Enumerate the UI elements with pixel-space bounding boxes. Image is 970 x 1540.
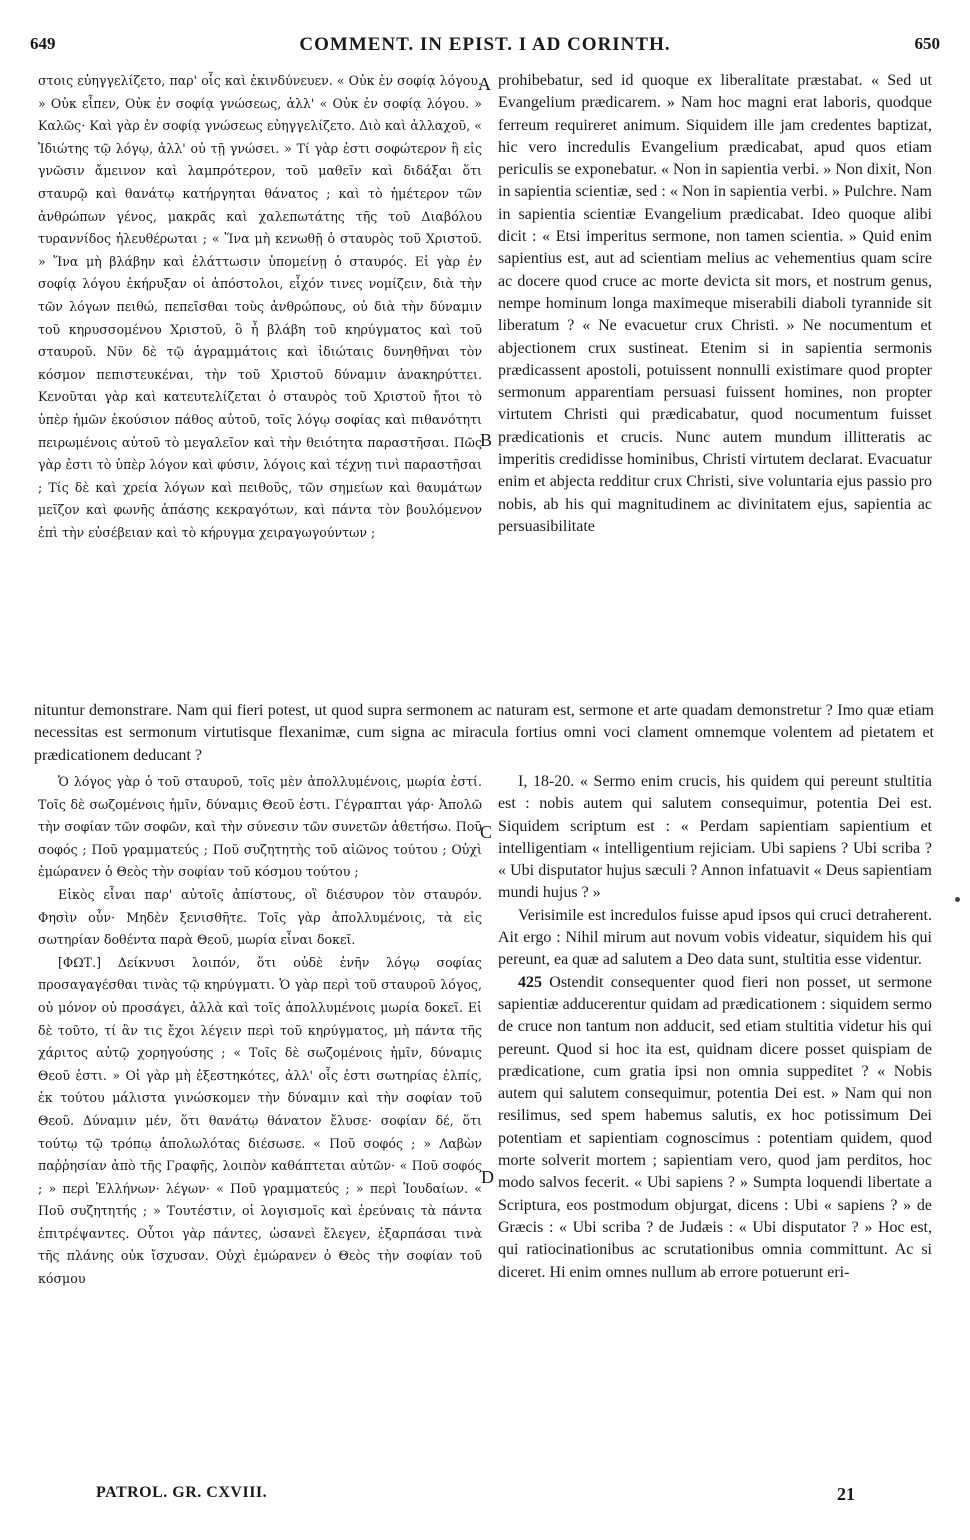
greek-column-block2 <box>38 771 482 1471</box>
page-header <box>30 34 940 60</box>
latin-column-block1 <box>498 70 932 702</box>
print-speck <box>955 897 960 902</box>
latin-paragraph-3 <box>498 972 932 1284</box>
margin-marker-b: B <box>480 430 493 450</box>
page-number-right: 650 <box>914 34 940 53</box>
greek-paragraph: στοις εὐηγγελίζετο, παρ' οἷς καὶ ἐκινδύνευεν. « Οὐκ ἐν σοφίᾳ λόγου. » Οὐκ εἶπεν, Οὐκ ἐν σοφίᾳ γνώσεως, ἀλλ' « Οὐκ ἐν σοφίᾳ λόγου. » Καλῶς· Καὶ γὰρ ἐν σοφίᾳ γνώσεως εὐηγγελίζετο. Διὸ καὶ ἀλλαχοῦ, « Ἰδιώτης τῷ λόγῳ, ἀλλ' οὐ τῇ γνώσει. » Τί γὰρ ἐστι σοφώτερον ἢ εἰς γνῶσιν ἄμεινον καὶ λαμπρότερον, τοῦ μαθεῖν καὶ διδάξαι ὅτι σταυρῷ καὶ θανάτῳ κατήργηται θάνατος ; καὶ τὸ ἡμέτερον τῶν ἀνθρώπων γένος, μακρᾶς καὶ χαλεπωτάτης τῆς τοῦ Διαβόλου τυραννίδος ἠλευθέρωται ; « Ἵνα μὴ κενωθῇ ὁ σταυρὸς τοῦ Χριστοῦ. » Ἵνα μὴ βλάβην καὶ ἐλάττωσιν ὑπομείνῃ ὁ σταυρός. Εἰ γὰρ ἐν σοφίᾳ λόγου ἐκήρυξαν οἱ ἀπόστολοι, εἶχόν τινες νομίζειν, διὰ τὴν τῶν λόγων πειθώ, πεπεῖσθαι τοὺς ἀνθρώπους, οὐ διὰ τὴν δύναμιν τοῦ κηρυσσομένου Χριστοῦ, ὃ ἦ βλάβη τοῦ κηρύγματος καὶ τοῦ σταυροῦ. Νῦν δὲ τῷ ἀγραμμάτοις καὶ ἰδιώταις δυνηθῆναι τὸν κόσμον πεπιστευκέναι, τὴν τοῦ Χριστοῦ δύναμιν ἀνακηρύττει. Κενοῦται γὰρ καὶ κατευτελίζεται ὁ σταυρὸς τοῦ Χριστοῦ ἤτοι τὸ ὑπὲρ ἡμῶν ἑκούσιον πάθος αὐτοῦ, τοῖς λόγῳ σοφίας καὶ πιθανότητι πειρωμένοις αὐτοῦ τὸ μεγαλεῖον καὶ τὴν θειότητα παραστῆσαι. Πῶς γὰρ ἐστι τὸ ὑπὲρ λόγον καὶ φύσιν, λόγοις καὶ τέχνῃ τινὶ παραστῆσαι ; Τίς δὲ καὶ χρεία λόγων καὶ πειθοῦς, τῶν σημείων καὶ θαυμάτων μεῖζον καὶ φωνῆς ἁπάσης κεκραγότων, καὶ πάντα τὸν βουλόμενον ἐπὶ τὴν εὐσέβειαν καὶ τὸ κήρυγμα χειραγωγούντων ; <box>38 73 482 540</box>
latin-paragraph-3-text: Ostendit consequenter quod fieri non posset, ut sermone sapientiæ adducerentur quidam ad prædicationem : siquidem sermo de cruce non tantum non adducit, sed etiam stultitia videtur his qui pereunt. Quod si hoc ita est, quidnam dicere posset quispiam de prædicatione, cum gratia ipsi non omnia suppeditet ? « Nobis autem qui salutem consequimur, potentia Dei est. » Nam qui non resilimus, sed spem habemus salutis, ex hoc potissimum Dei potentiam et sapientiam cognoscimus : potentiam quidem, quod morte solverit mortem ; sapientiam vero, quod jam perditos, hoc modo salvos fecerit. « Ubi sapiens ? » Sumpta loquendi libertate a Scriptura, eos postmodum objurgat, dicens : Ubi « sapiens ? » de Græcis : « Ubi scriba ? de Judæis : « Ubi disputator ? » Hoc est, qui ratiocinationibus ac scrutationibus omnia committunt. Ac si diceret. Hi enim omnes nullum ab errore potuerunt eri- <box>498 973 932 1281</box>
margin-marker-a: A <box>478 74 491 94</box>
footer-series: PATROL. GR. CXVIII. <box>96 1484 268 1501</box>
greek-verse: Ὁ λόγος γὰρ ὁ τοῦ σταυροῦ, τοῖς μὲν ἀπολλυμένοις, μωρία ἐστί. Τοῖς δὲ σωζομένοις ἡμῖν, δύναμις Θεοῦ ἐστι. Γέγραπται γάρ· Ἀπολῶ τὴν σοφίαν τῶν σοφῶν, καὶ τὴν σύνεσιν τῶν συνετῶν ἀθετήσω. Ποῦ σοφός ; Ποῦ γραμματεύς ; Ποῦ συζητητὴς τοῦ αἰῶνος τούτου ; Οὐχὶ ἐμώρανεν ὁ Θεὸς τὴν σοφίαν τοῦ κόσμου τούτου ; <box>38 774 482 880</box>
page-number-left: 649 <box>30 34 56 53</box>
greek-paragraph-3: [ΦΩΤ.] Δείκνυσι λοιπόν, ὅτι οὐδὲ ἐνῆν λόγῳ σοφίας προσαγαγέσθαι τινὰς τῷ κηρύγματι. Ὁ γὰρ περὶ τοῦ σταυροῦ λόγος, οὐ μόνον οὐ προσάγει, ἀλλὰ καὶ τοῖς ἀπολλυμένοις μωρία δοκεῖ. Εἰ δὲ τοῦτο, τί ἂν τις ἔχοι λέγειν περὶ τοῦ κηρύγματος, μὴ πάντα τῆς χάριτος αὐτῷ χορηγούσης ; « Τοῖς δὲ σωζομένοις ἡμῖν, δύναμις Θεοῦ ἐστι. » Οἱ γὰρ μὴ ἐξεστηκότες, ἀλλ' οἷς ἐστι σωτηρίας ἐλπίς, ἐκ τούτου μάλιστα γινώσκομεν τὴν δύναμιν καὶ τὴν σοφίαν τοῦ Θεοῦ. Δύναμιν μέν, ὅτι θανάτῳ θάνατον ἔλυσε· σοφίαν δέ, ὅτι τούτῳ τῷ τρόπῳ ἀπολωλότας διέσωσε. « Ποῦ σοφός ; » Λαβὼν παῤῥησίαν ἀπὸ τῆς Γραφῆς, λοιπὸν καθάπτεται αὐτῶν· « Ποῦ σοφός ; » περὶ Ἑλλήνων· λέγων· « Ποῦ γραμματεύς ; » περὶ Ἰουδαίων. « Ποῦ συζητητής ; » Τουτέστιν, οἱ λογισμοῖς καὶ ἐρεύναις τὰ πάντα ἐπιτρέψαντες. Οὗτοι γὰρ πάντες, ὡσανεὶ ἔλεγεν, ἐξαρπάσαι τινὰ τῆς πλάνης οὐκ ἴσχυσαν. Οὐχὶ ἐμώρανεν ὁ Θεὸς τὴν σοφίαν τοῦ κόσμου <box>38 954 482 1287</box>
margin-marker-d: D <box>481 1167 494 1187</box>
running-title: COMMENT. IN EPIST. I AD CORINTH. <box>299 34 671 55</box>
latin-paragraph-2: Verisimile est incredulos fuisse apud ipsos qui cruci detraherent. Ait ergo : Nihil mirum aut novum vobis videatur, siquidem his qui pereunt, ea quæ ad salutem a Deo data sunt, stultitia esse videntur. <box>498 906 932 969</box>
greek-column-block1 <box>38 70 482 700</box>
full-width-paragraph: nituntur demonstrare. Nam qui fieri potest, ut quod supra sermonem ac naturam est, sermone et arte quadam demonstretur ? Imo quæ etiam necessitas est sermonum virtutisque flexanimæ, cum signa ac miracula fortius omni voci clament omnemque volentem ad pietatem et prædicationem deducant ? <box>34 702 934 764</box>
column-number: 425 <box>518 973 542 991</box>
latin-paragraph: prohibebatur, sed id quoque ex liberalitate præstabat. « Sed ut Evangelium prædicarem. » Nam hoc magni erat laboris, quodque ferreum requireret animum. Siquidem ille jam credentes baptizat, hic vero incredulis Evangelium prædicabat, apud quos etiam periculis se exponebatur. « Non in sapientia verbi. » Non dixit, Non in sapientia scientiæ, sed : « Non in sapientia verbi. » Pulchre. Nam in sapientia scientiæ Evangelium prædicabat. Ideo quoque alibi dicit : « Etsi imperitus sermone, non tamen scientia. » Quid enim sapientius est, aut ad scientiam melius ac vehementius quam scire ac docere quod cruce ac morte devicta sit mors, et nostrum genus, nempe hominum longa maximeque miserabili diaboli tyrannide sit liberatum ? « Ne evacuetur crux Christi. » Ne nocumentum et abjectionem crux sustineat. Etenim si in sapientia sermonis prædicassent apostoli, potuissent nonnulli existimare quod propter sermonum apparentiam persuasi fuissent homines, non propter virtutem Christi qui prædicabatur, quod nocumentum fuisset prædicationis et crucis. Nunc autem mundum illitteratis ac imperitis credidisse hominibus, Christi virtutem declarat. Evacuatur enim et abjecta redditur crux Christi, sive voluntaria ejus passio pro nobis, ab his qui magnitudinem ac divinitatem ejus, sapientia ac persuasibilitate <box>498 72 932 535</box>
greek-paragraph-2: Εἰκὸς εἶναι παρ' αὐτοῖς ἀπίστους, οἳ διέσυρον τὸν σταυρόν. Φησὶν οὖν· Μηδὲν ξενισθῆτε. Τοῖς γὰρ ἀπολλυμένοις, τὰ εἰς σωτηρίαν δοθέντα παρὰ Θεοῦ, μωρία εἶναι δοκεῖ. <box>38 886 482 948</box>
latin-column-block2 <box>498 771 932 1471</box>
footer-signature-number: 21 <box>837 1484 855 1504</box>
margin-marker-c: C <box>480 822 493 842</box>
latin-verse: I, 18-20. « Sermo enim crucis, his quidem qui pereunt stultitia est : nobis autem qui salutem consequimur, potentia Dei est. Siquidem scriptum est : « Perdam sapientiam sapientium et intelligentiam « intelligentium rejiciam. Ubi sapiens ? Ubi scriba ? « Ubi disputator hujus sæculi ? Annon infatuavit « Deus sapientiam mundi hujus ? » <box>498 773 932 902</box>
